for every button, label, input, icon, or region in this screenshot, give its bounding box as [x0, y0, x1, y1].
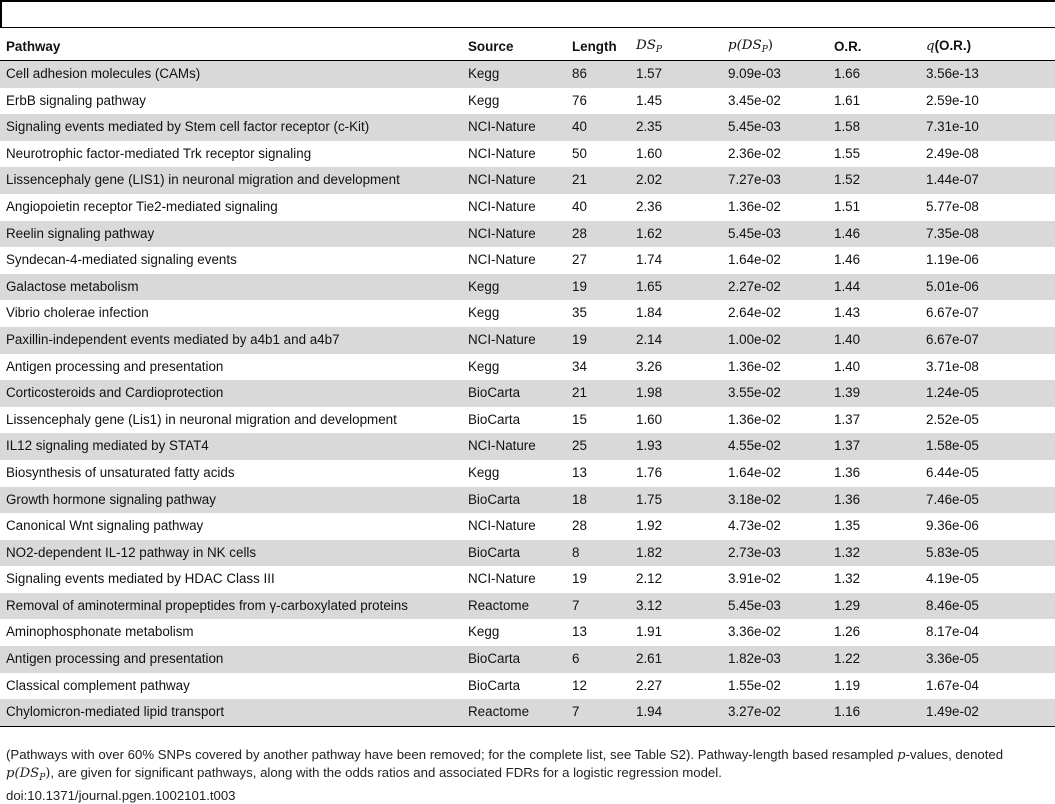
cell-length: 40 — [566, 114, 630, 141]
cell-pdsp: 2.36e-02 — [728, 145, 781, 161]
cell-pdsp: 1.82e-03 — [722, 646, 828, 673]
cell-dsp: 1.65 — [630, 274, 722, 301]
cell-length: 15 — [572, 411, 587, 427]
cell-dsp: 1.45 — [636, 92, 663, 108]
table-row — [0, 619, 1055, 646]
footnote-p: p — [897, 748, 906, 763]
cell-pdsp: 4.55e-02 — [722, 433, 828, 460]
cell-qor: 3.56e-13 — [920, 61, 1055, 88]
cell-source: NCI-Nature — [468, 198, 536, 214]
cell-source: Reactome — [462, 593, 566, 620]
cell-source: Reactome — [462, 699, 566, 726]
footnote-pdsp-main: DS — [19, 766, 40, 781]
header-pdsp-prefix: p( — [728, 38, 742, 53]
cell-pathway: Chylomicron-mediated lipid transport — [0, 699, 462, 726]
cell-pdsp: 2.73e-03 — [722, 540, 828, 567]
cell-qor: 5.01e-06 — [920, 274, 1055, 301]
cell-or: 1.52 — [828, 167, 920, 194]
cell-pdsp: 1.36e-02 — [728, 198, 781, 214]
table-row — [0, 194, 1055, 221]
cell-length: 19 — [572, 571, 587, 587]
footnote-pdsp-sub: P — [39, 773, 46, 783]
cell-pdsp: 7.27e-03 — [722, 167, 828, 194]
table-row — [0, 221, 1055, 248]
cell-pathway: Classical complement pathway — [6, 677, 190, 693]
cell-dsp: 2.61 — [630, 646, 722, 673]
cell-qor: 2.59e-10 — [926, 92, 979, 108]
cell-length: 7 — [566, 593, 630, 620]
table-row — [0, 141, 1055, 168]
cell-length: 21 — [566, 167, 630, 194]
cell-pdsp: 3.91e-02 — [728, 571, 781, 587]
cell-or: 1.61 — [834, 92, 861, 108]
header-qor — [920, 32, 1055, 61]
table-footnote — [6, 746, 1051, 804]
cell-dsp: 1.94 — [630, 699, 722, 726]
cell-qor: 1.19e-06 — [926, 252, 979, 268]
cell-length: 6 — [566, 646, 630, 673]
cell-pdsp: 1.36e-02 — [728, 358, 781, 374]
cell-or: 1.51 — [834, 198, 861, 214]
cell-length: 13 — [572, 624, 587, 640]
cell-pathway: Antigen processing and presentation — [0, 646, 462, 673]
cell-pdsp: 5.45e-03 — [722, 114, 828, 141]
header-length: Length — [566, 32, 630, 61]
cell-source: Kegg — [462, 274, 566, 301]
table-body — [0, 61, 1055, 727]
cell-qor: 1.67e-04 — [926, 677, 979, 693]
cell-qor: 7.46e-05 — [920, 487, 1055, 514]
cell-dsp: 3.12 — [630, 593, 722, 620]
cell-length: 50 — [572, 145, 587, 161]
cell-source: NCI-Nature — [468, 571, 536, 587]
cell-pathway: Corticosteroids and Cardioprotection — [0, 380, 462, 407]
cell-qor: 5.77e-08 — [926, 198, 979, 214]
table-row — [0, 300, 1055, 327]
cell-pathway: Signaling events mediated by HDAC Class III — [6, 571, 275, 587]
cell-or: 1.32 — [828, 540, 920, 567]
cell-pathway: Growth hormone signaling pathway — [0, 487, 462, 514]
cell-pathway: Syndecan-4-mediated signaling events — [6, 252, 237, 268]
cell-qor: 1.44e-07 — [920, 167, 1055, 194]
cell-pathway: Neurotrophic factor-mediated Trk receptor signaling — [6, 145, 312, 161]
cell-pdsp: 5.45e-03 — [722, 221, 828, 248]
table-row — [0, 460, 1055, 487]
table-row — [0, 433, 1055, 460]
cell-dsp: 1.93 — [630, 433, 722, 460]
cell-qor: 9.36e-06 — [926, 518, 979, 534]
cell-pathway: Removal of aminoterminal propeptides from γ-carboxylated proteins — [0, 593, 462, 620]
footnote-pdsp-suffix: ) — [45, 766, 51, 781]
cell-or: 1.37 — [828, 433, 920, 460]
header-source: Source — [462, 32, 566, 61]
pathway-table — [0, 32, 1055, 727]
cell-pathway: ErbB signaling pathway — [6, 92, 146, 108]
cell-dsp: 2.36 — [636, 198, 663, 214]
cell-pdsp: 1.00e-02 — [722, 327, 828, 354]
header-pdsp-sub: P — [761, 45, 768, 55]
table-row — [0, 407, 1055, 434]
cell-qor: 3.71e-08 — [926, 358, 979, 374]
cell-pdsp: 4.73e-02 — [728, 518, 781, 534]
header-qor-suffix: (O.R.) — [934, 38, 972, 53]
cell-dsp: 1.60 — [636, 145, 663, 161]
table-row — [0, 114, 1055, 141]
header-dsp-sub: P — [655, 45, 662, 55]
cell-length: 28 — [566, 221, 630, 248]
doi-link[interactable]: doi:10.1371/journal.pgen.1002101.t003 — [6, 788, 236, 803]
cell-length: 86 — [566, 61, 630, 88]
cell-qor: 2.49e-08 — [926, 145, 979, 161]
cell-or: 1.40 — [834, 358, 861, 374]
table-row — [0, 327, 1055, 354]
cell-pathway: Antigen processing and presentation — [6, 358, 224, 374]
cell-pathway: Signaling events mediated by Stem cell factor receptor (c-Kit) — [0, 114, 462, 141]
header-or: O.R. — [828, 32, 920, 61]
cell-length: 8 — [566, 540, 630, 567]
header-qor-prefix: q — [926, 39, 935, 54]
cell-source: BioCarta — [462, 487, 566, 514]
cell-source: Kegg — [468, 464, 500, 480]
cell-or: 1.43 — [834, 305, 861, 321]
cell-pdsp: 3.27e-02 — [722, 699, 828, 726]
cell-pathway: Paxillin-independent events mediated by a4b1 and a4b7 — [0, 327, 462, 354]
cell-or: 1.58 — [828, 114, 920, 141]
table-row — [0, 593, 1055, 620]
cell-source: Kegg — [468, 92, 500, 108]
cell-pathway: Lissencephaly gene (LIS1) in neuronal migration and development — [0, 167, 462, 194]
cell-source: NCI-Nature — [468, 518, 536, 534]
cell-source: NCI-Nature — [462, 114, 566, 141]
table-row — [0, 540, 1055, 567]
cell-dsp: 2.12 — [636, 571, 663, 587]
cell-or: 1.39 — [828, 380, 920, 407]
table-row — [0, 380, 1055, 407]
cell-or: 1.37 — [834, 411, 861, 427]
cell-dsp: 2.27 — [636, 677, 663, 693]
cell-pdsp: 3.55e-02 — [722, 380, 828, 407]
cell-source: NCI-Nature — [462, 221, 566, 248]
cell-or: 1.22 — [828, 646, 920, 673]
cell-dsp: 2.02 — [630, 167, 722, 194]
cell-qor: 1.24e-05 — [920, 380, 1055, 407]
cell-source: NCI-Nature — [468, 252, 536, 268]
cell-or: 1.26 — [834, 624, 861, 640]
table-row — [0, 354, 1055, 381]
cell-pdsp: 1.64e-02 — [728, 464, 781, 480]
cell-or: 1.36 — [834, 464, 861, 480]
cell-source: BioCarta — [462, 540, 566, 567]
table-row — [0, 513, 1055, 540]
cell-pathway: Galactose metabolism — [0, 274, 462, 301]
cell-qor: 7.31e-10 — [920, 114, 1055, 141]
cell-qor: 7.35e-08 — [920, 221, 1055, 248]
header-dsp — [630, 32, 722, 61]
footnote-text — [6, 746, 1051, 787]
footnote-pdsp-prefix: p( — [6, 766, 20, 781]
cell-dsp: 1.91 — [636, 624, 663, 640]
cell-or: 1.16 — [828, 699, 920, 726]
cell-or: 1.35 — [834, 518, 861, 534]
table-row — [0, 487, 1055, 514]
cell-pathway: Vibrio cholerae infection — [6, 305, 149, 321]
cell-qor: 8.46e-05 — [920, 593, 1055, 620]
table-row — [0, 61, 1055, 88]
cell-pathway: Angiopoietin receptor Tie2-mediated signaling — [6, 198, 278, 214]
cell-length: 28 — [572, 518, 587, 534]
cell-pathway: Biosynthesis of unsaturated fatty acids — [6, 464, 235, 480]
table-row — [0, 274, 1055, 301]
cell-qor: 1.49e-02 — [920, 699, 1055, 726]
table-row — [0, 673, 1055, 700]
cell-source: NCI-Nature — [462, 433, 566, 460]
cell-pdsp: 1.55e-02 — [728, 677, 781, 693]
cell-length: 34 — [572, 358, 587, 374]
table-row — [0, 646, 1055, 673]
cell-pdsp: 3.36e-02 — [728, 624, 781, 640]
cell-pathway: Aminophosphonate metabolism — [6, 624, 194, 640]
cell-dsp: 1.84 — [636, 305, 663, 321]
cell-length: 25 — [566, 433, 630, 460]
cell-source: Kegg — [468, 624, 500, 640]
cell-source: NCI-Nature — [468, 145, 536, 161]
cell-qor: 3.36e-05 — [920, 646, 1055, 673]
cell-length: 7 — [566, 699, 630, 726]
cell-pdsp: 5.45e-03 — [722, 593, 828, 620]
cell-pdsp: 1.36e-02 — [728, 411, 781, 427]
cell-qor: 6.44e-05 — [926, 464, 979, 480]
cell-or: 1.46 — [828, 221, 920, 248]
header-pdsp-main: DS — [741, 38, 762, 53]
table-header-row — [0, 32, 1055, 61]
cell-dsp: 1.75 — [630, 487, 722, 514]
cell-dsp: 1.82 — [630, 540, 722, 567]
cell-qor: 8.17e-04 — [926, 624, 979, 640]
cell-or: 1.36 — [828, 487, 920, 514]
footnote-part2: -values, denoted — [905, 747, 1004, 762]
header-pdsp — [722, 32, 828, 61]
cell-pathway: NO2-dependent IL-12 pathway in NK cells — [0, 540, 462, 567]
cell-pathway: Cell adhesion molecules (CAMs) — [0, 61, 462, 88]
cell-pdsp: 9.09e-03 — [722, 61, 828, 88]
table-row — [0, 247, 1055, 274]
cell-or: 1.46 — [834, 252, 861, 268]
cell-qor: 6.67e-07 — [926, 305, 979, 321]
cell-pdsp: 2.27e-02 — [722, 274, 828, 301]
cell-or: 1.55 — [834, 145, 861, 161]
cell-qor: 4.19e-05 — [926, 571, 979, 587]
cell-length: 40 — [572, 198, 587, 214]
cell-source: BioCarta — [468, 411, 521, 427]
cell-pathway: Canonical Wnt signaling pathway — [6, 518, 204, 534]
cell-source: Kegg — [468, 358, 500, 374]
cell-source: NCI-Nature — [462, 327, 566, 354]
cell-length: 12 — [572, 677, 587, 693]
cell-length: 21 — [566, 380, 630, 407]
cell-dsp: 1.76 — [636, 464, 663, 480]
cell-length: 19 — [566, 274, 630, 301]
table-caption-bar — [0, 0, 1055, 28]
cell-dsp: 1.57 — [630, 61, 722, 88]
table-row — [0, 699, 1055, 726]
cell-length: 18 — [566, 487, 630, 514]
cell-source: BioCarta — [462, 380, 566, 407]
header-pathway: Pathway — [0, 32, 462, 61]
header-pdsp-suffix: ) — [767, 38, 774, 53]
cell-length: 19 — [566, 327, 630, 354]
cell-or: 1.32 — [834, 571, 861, 587]
cell-pdsp: 1.64e-02 — [728, 252, 781, 268]
cell-source: Kegg — [462, 61, 566, 88]
cell-pdsp: 2.64e-02 — [728, 305, 781, 321]
cell-pathway: Lissencephaly gene (Lis1) in neuronal migration and development — [6, 411, 397, 427]
cell-pdsp: 3.18e-02 — [722, 487, 828, 514]
cell-source: BioCarta — [462, 646, 566, 673]
header-dsp-main: DS — [636, 38, 656, 53]
cell-source: BioCarta — [468, 677, 521, 693]
footnote-part1: (Pathways with over 60% SNPs covered by another pathway have been removed; for the complete list, see Table S2). Pathway-length based resampled — [6, 747, 898, 762]
cell-length: 27 — [572, 252, 587, 268]
table-left-rule — [0, 0, 2, 28]
cell-qor: 1.58e-05 — [920, 433, 1055, 460]
cell-source: NCI-Nature — [462, 167, 566, 194]
cell-qor: 6.67e-07 — [920, 327, 1055, 354]
cell-qor: 2.52e-05 — [926, 411, 979, 427]
cell-source: Kegg — [468, 305, 500, 321]
cell-dsp: 2.14 — [630, 327, 722, 354]
table-row — [0, 88, 1055, 115]
cell-dsp: 2.35 — [630, 114, 722, 141]
cell-or: 1.19 — [834, 677, 861, 693]
cell-pdsp: 3.45e-02 — [728, 92, 781, 108]
table-row — [0, 167, 1055, 194]
cell-or: 1.66 — [828, 61, 920, 88]
cell-or: 1.40 — [828, 327, 920, 354]
cell-or: 1.29 — [828, 593, 920, 620]
cell-length: 76 — [572, 92, 587, 108]
cell-qor: 5.83e-05 — [920, 540, 1055, 567]
cell-dsp: 1.62 — [630, 221, 722, 248]
table-row — [0, 566, 1055, 593]
cell-dsp: 1.60 — [636, 411, 663, 427]
cell-or: 1.44 — [828, 274, 920, 301]
cell-dsp: 1.74 — [636, 252, 663, 268]
cell-dsp: 1.92 — [636, 518, 663, 534]
cell-length: 35 — [572, 305, 587, 321]
cell-length: 13 — [572, 464, 587, 480]
cell-pathway: Reelin signaling pathway — [0, 221, 462, 248]
cell-dsp: 1.98 — [630, 380, 722, 407]
cell-dsp: 3.26 — [636, 358, 663, 374]
cell-pathway: IL12 signaling mediated by STAT4 — [0, 433, 462, 460]
footnote-part3: , are given for significant pathways, along with the odds ratios and associated FDRs for a logistic regression model. — [50, 765, 722, 780]
